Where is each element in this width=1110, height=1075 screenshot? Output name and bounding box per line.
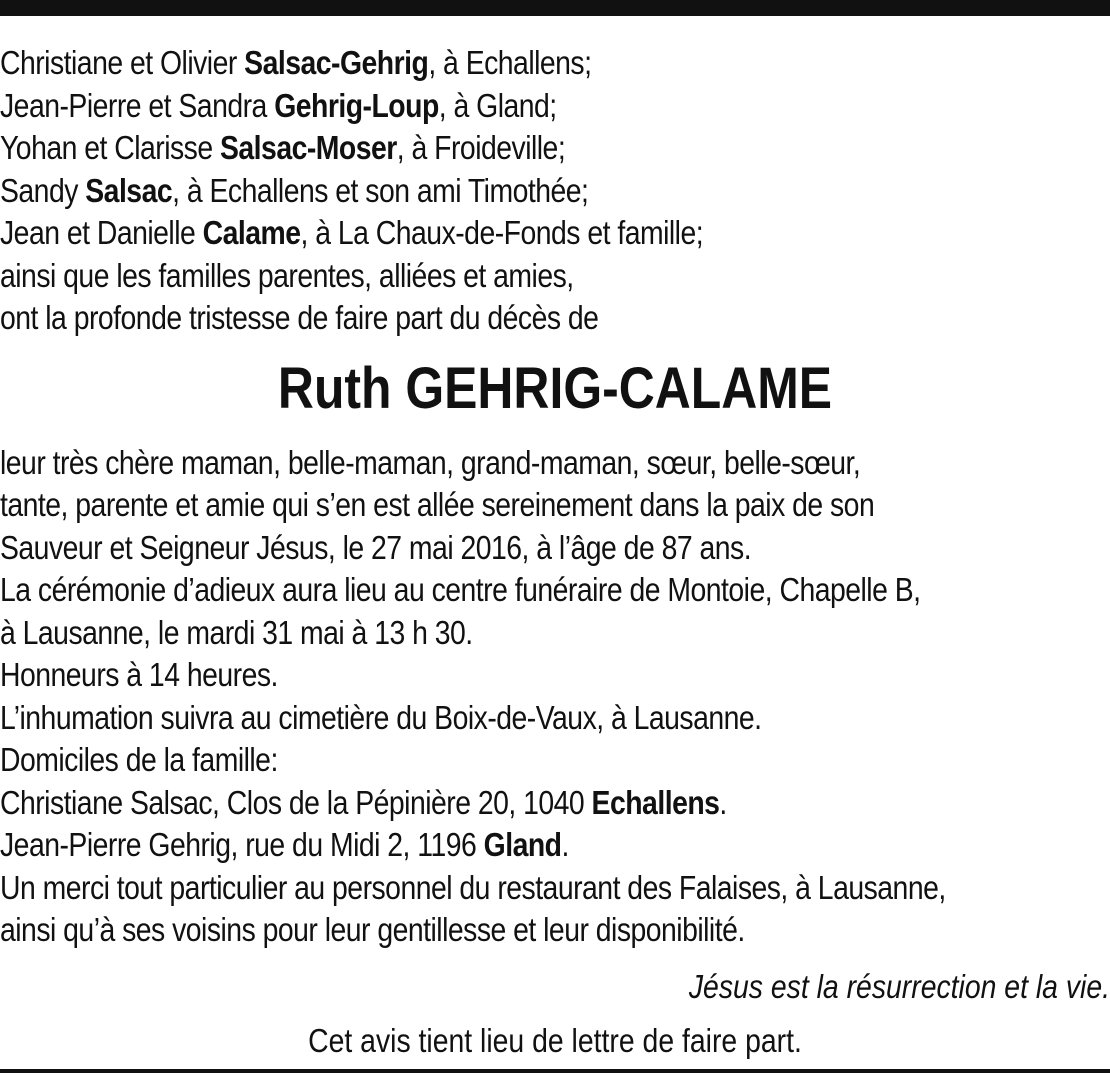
family-surname: Salsac [85, 171, 173, 209]
address-text: Jean-Pierre Gehrig, rue du Midi 2, 1196 [0, 826, 484, 863]
address-town: Gland [483, 826, 562, 863]
family-line: ainsi que les familles parentes, alliées et amies, [0, 256, 574, 294]
domicile-address [0, 824, 955, 867]
closing-note: Cet avis tient lieu de lettre de faire part. [308, 1021, 802, 1059]
family-names: Yohan et Clarisse [0, 129, 220, 166]
body-line: leur très chère maman, belle-maman, grand-maman, sœur, belle-sœur, [0, 443, 861, 481]
address-text: Christiane Salsac, Clos de la Pépinière 20, 1040 [0, 783, 592, 821]
family-list [0, 42, 1110, 340]
family-surname: Salsac-Moser [219, 129, 397, 166]
deceased-name: Ruth GEHRIG-CALAME [277, 355, 833, 421]
address-town: Echallens [591, 783, 720, 821]
family-line [0, 42, 955, 85]
honors-line: Honneurs à 14 heures. [0, 656, 278, 693]
family-line [0, 85, 955, 128]
family-location: , à Gland; [438, 86, 557, 124]
family-line [0, 212, 955, 255]
body-line: Sauveur et Seigneur Jésus, le 27 mai 2016, à l’âge de 87 ans. [0, 528, 752, 566]
family-surname: Calame [202, 214, 301, 251]
family-location: , à Froideville; [396, 129, 566, 166]
body-line: tante, parente et amie qui s’en est allée sereinement dans la paix de son [0, 486, 875, 523]
top-border-rule [0, 0, 1110, 16]
family-names: Christiane et Olivier [0, 44, 245, 81]
notice-body [0, 442, 1110, 952]
bottom-border-rule [0, 1069, 1110, 1073]
address-punct: . [719, 783, 727, 821]
family-surname: Salsac-Gehrig [244, 44, 429, 81]
thanks-line: Un merci tout particulier au personnel du restaurant des Falaises, à Lausanne, [0, 868, 946, 906]
thanks-line: ainsi qu’à ses voisins pour leur gentillesse et leur disponibilité. [0, 911, 745, 948]
domiciles-heading: Domiciles de la famille: [0, 741, 278, 778]
family-surname: Gehrig-Loup [274, 86, 439, 124]
domicile-address [0, 782, 955, 825]
obituary-notice [0, 42, 1110, 1062]
family-location: , à Echallens; [428, 44, 592, 81]
address-punct: . [561, 826, 569, 863]
family-names: Sandy [0, 171, 86, 209]
announcement-line: ont la profonde tristesse de faire part du décès de [0, 299, 599, 336]
family-names: Jean et Danielle [0, 214, 203, 251]
ceremony-line: à Lausanne, le mardi 31 mai à 13 h 30. [0, 613, 473, 651]
family-location: , à La Chaux-de-Fonds et famille; [300, 214, 704, 251]
family-location: , à Echallens et son ami Timothée; [172, 171, 589, 209]
family-names: Jean-Pierre et Sandra [0, 86, 275, 124]
bible-verse: Jésus est la résurrection et la vie. [688, 967, 1110, 1005]
family-line [0, 170, 955, 213]
family-line [0, 127, 955, 170]
burial-line: L’inhumation suivra au cimetière du Boix-de-Vaux, à Lausanne. [0, 698, 762, 736]
ceremony-line: La cérémonie d’adieux aura lieu au centre funéraire de Montoie, Chapelle B, [0, 571, 921, 608]
